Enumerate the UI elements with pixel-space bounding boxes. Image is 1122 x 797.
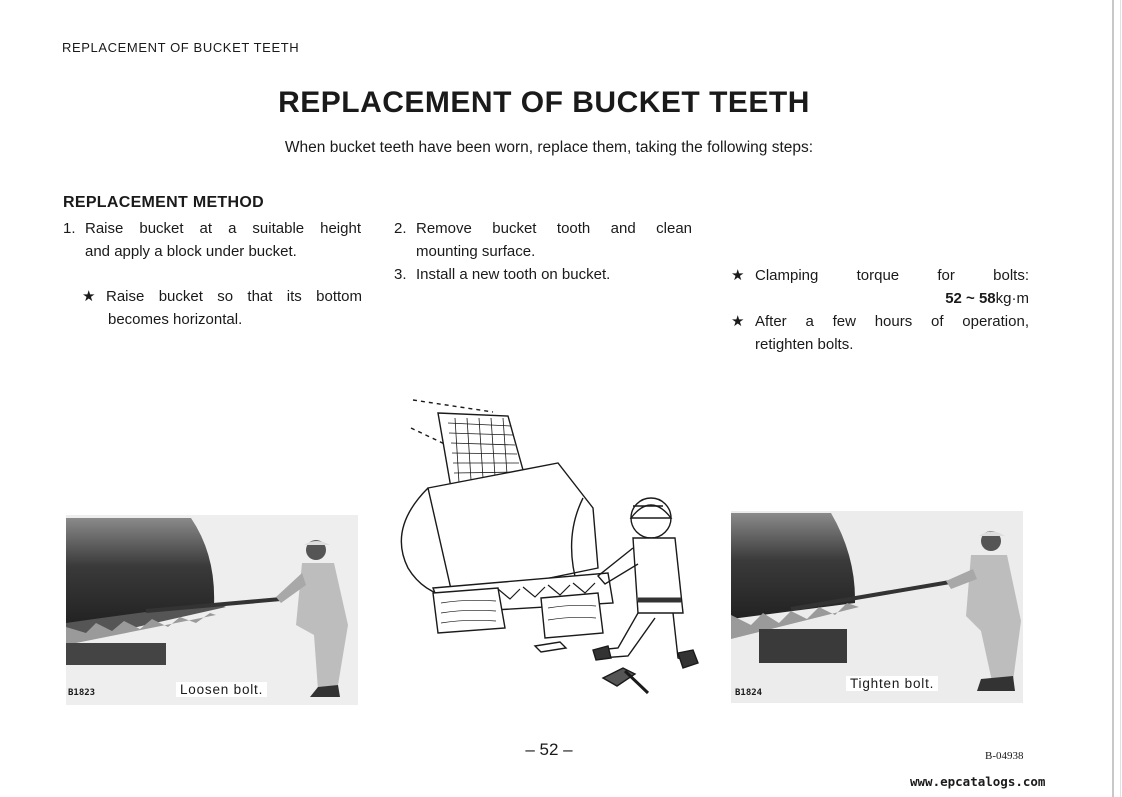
note-raise [82, 285, 362, 331]
figure-code-right: B1824 [735, 688, 763, 698]
star-icon: ★ [731, 313, 745, 330]
step-2-line-2: mounting surface. [416, 243, 536, 260]
page-title: REPLACEMENT OF BUCKET TEETH [278, 86, 810, 119]
star-icon: ★ [82, 288, 96, 305]
step-2-number: 2. [394, 220, 407, 237]
step-3-number: 3. [394, 266, 407, 283]
caption-loosen-bolt: Loosen bolt. [176, 682, 267, 697]
step-1-number: 1. [63, 220, 76, 237]
page-number: – 52 – [525, 740, 573, 759]
torque-unit: kg·m [995, 290, 1029, 307]
photo-tighten-bolt [731, 511, 1023, 703]
step-3-line-1: Install a new tooth on bucket. [416, 266, 611, 283]
figure-code-left: B1823 [68, 688, 96, 698]
note-raise-line-2: becomes horizontal. [108, 311, 243, 328]
retighten-line-2: retighten bolts. [755, 336, 854, 353]
document-code: B-04938 [985, 750, 1024, 762]
torque-label: Clamping torque for bolts: [755, 267, 1029, 284]
torque-value: 52 ~ 58 [945, 290, 996, 307]
retighten-line-1: After a few hours of operation, [755, 313, 1029, 330]
intro-text: When bucket teeth have been worn, replace them, taking the following steps: [284, 139, 814, 156]
step-2-line-1: Remove bucket tooth and clean [416, 220, 692, 237]
step-1 [63, 217, 361, 263]
section-heading: REPLACEMENT METHOD [63, 194, 264, 211]
page-edge-shadow [1120, 0, 1121, 797]
watermark-url: www.epcatalogs.com [910, 774, 1046, 789]
photo-loosen-bolt [66, 515, 358, 705]
caption-tighten-bolt: Tighten bolt. [846, 676, 938, 691]
page-edge [1112, 0, 1114, 797]
step-1-line-1: Raise bucket at a suitable height [85, 220, 361, 237]
steps-2-3 [394, 217, 692, 286]
notes-torque [731, 264, 1029, 356]
running-header: REPLACEMENT OF BUCKET TEETH [62, 40, 300, 55]
note-raise-line-1: Raise bucket so that its bottom [106, 288, 362, 305]
illustration-replace-tooth [393, 388, 703, 703]
star-icon: ★ [731, 267, 745, 284]
step-1-line-2: and apply a block under bucket. [85, 243, 297, 260]
